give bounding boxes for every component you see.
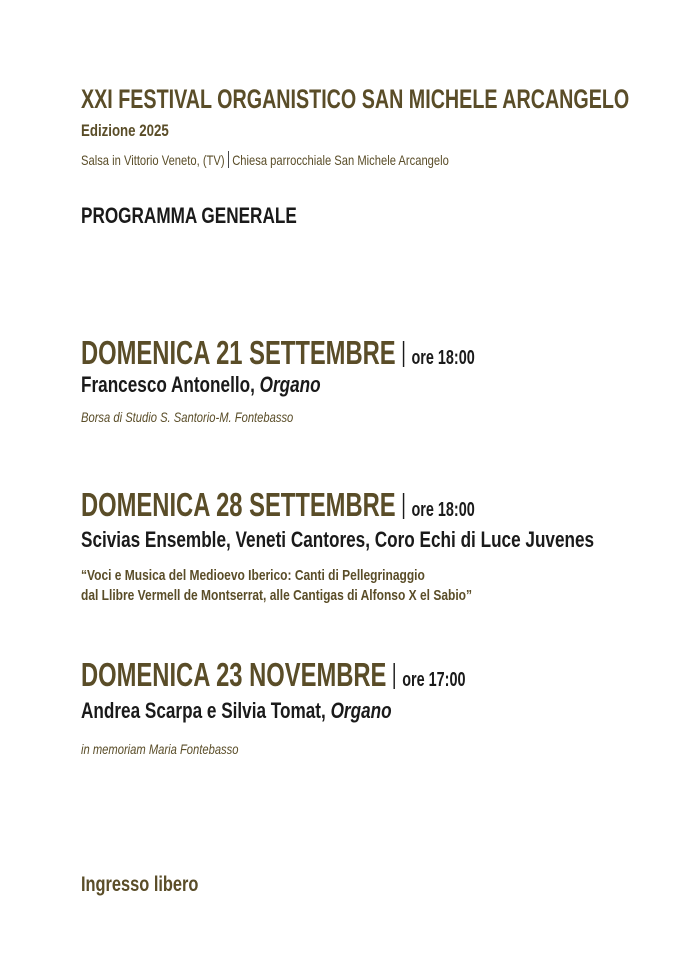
event-1-performer-wrapper [81,372,321,398]
location-town: Salsa in Vittorio Veneto, (TV) [81,152,225,168]
event-1-performer-line [81,372,388,398]
event-1-performer: Francesco Antonello, [81,372,255,397]
location-line [81,151,541,168]
event-1-time: ore 18:00 [411,347,475,369]
edition-text: Edizione 2025 [81,121,169,140]
event-2-date-wrapper [81,486,475,524]
event-1-date: DOMENICA 21 SETTEMBRE [81,334,396,371]
event-3-date-separator [394,663,395,689]
event-3-date-line [81,656,615,696]
event-2-time: ore 18:00 [411,499,475,521]
event-3-instrument: Organo [330,698,392,723]
event-3-performer: Andrea Scarpa e Silvia Tomat, [81,698,326,723]
event-2-subtitle [81,566,570,606]
event-3-date-wrapper [81,656,465,694]
festival-title-text: XXI FESTIVAL ORGANISTICO SAN MICHELE ARCANGELO [81,84,630,114]
event-2-subtitle-line-2: dal Llibre Vermell de Montserrat, alle Cantigas di Alfonso X el Sabio” [81,587,472,604]
event-2-performer: Scivias Ensemble, Veneti Cantores, Coro Echi di Luce Juvenes [81,527,595,552]
event-2-date: DOMENICA 28 SETTEMBRE [81,486,396,523]
event-1-note-line [81,409,346,425]
event-2 [81,486,628,526]
festival-title [81,84,684,115]
location-wrapper [81,151,449,168]
location-church: Chiesa parrocchiale San Michele Arcangelo [232,152,449,168]
event-2-subtitle-line-1: “Voci e Musica del Medioevo Iberico: Canti di Pellegrinaggio [81,567,425,584]
event-1-date-line [81,334,628,374]
event-1-date-wrapper [81,334,475,372]
event-2-date-separator [403,493,404,519]
event-3-performer-wrapper [81,698,392,724]
edition-label [81,121,193,141]
event-3-note-line [81,741,278,757]
program-title-text: PROGRAMMA GENERALE [81,203,297,228]
program-title [81,203,358,229]
location-separator [228,151,229,168]
event-1-instrument: Organo [259,372,321,397]
free-entry [81,873,232,897]
event-1-date-separator [403,341,404,367]
event-3-date: DOMENICA 23 NOVEMBRE [81,656,387,693]
event-3 [81,656,615,696]
event-2-performer-line [81,527,684,553]
event-3-time: ore 17:00 [402,669,466,691]
event-3-note: in memoriam Maria Fontebasso [81,741,239,757]
event-1-note: Borsa di Studio S. Santorio-M. Fontebasso [81,409,294,425]
event-1 [81,334,628,374]
free-entry-text: Ingresso libero [81,873,199,896]
event-2-date-line [81,486,628,526]
event-3-performer-line [81,698,479,724]
